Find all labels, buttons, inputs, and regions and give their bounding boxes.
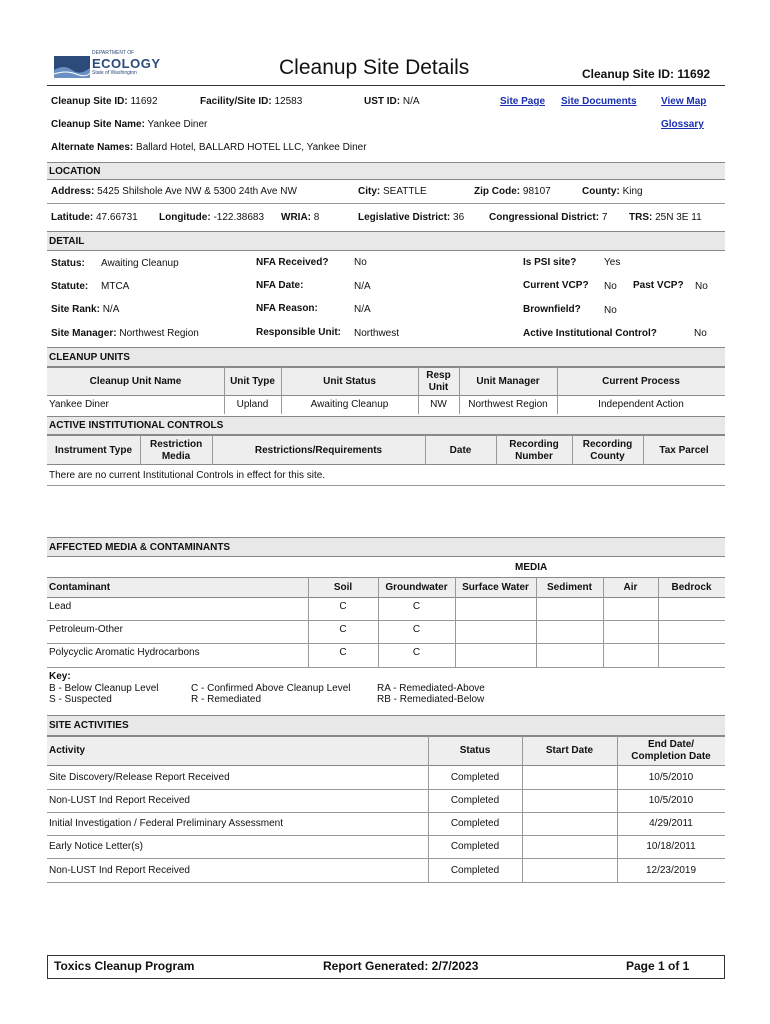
location-heading: LOCATION [47,162,725,180]
media-row-contaminant: Lead [49,601,72,612]
media-row-groundwater: C [412,624,421,635]
act-row-divider [47,858,725,859]
media-row-soil: C [339,647,347,658]
act-col-divider [428,736,429,882]
act-row-end: 10/5/2010 [648,772,694,783]
site-page-link[interactable]: Site Page [500,96,546,107]
aic-col-restrictions: Restrictions/Requirements [254,445,383,456]
cleanup-units-heading: CLEANUP UNITS [47,347,725,367]
current-vcp-label: Current VCP? [523,280,589,291]
act-col-divider [522,736,523,882]
cu-row-status: Awaiting Cleanup [310,399,389,410]
legislative-district: Legislative District: 36 [358,212,465,223]
zip-code: Zip Code: 98107 [474,186,551,197]
key-b: B - Below Cleanup Level [49,683,159,694]
nfa-reason-label: NFA Reason: [256,303,318,314]
act-row-status: Completed [450,772,500,783]
activities-heading: SITE ACTIVITIES [47,715,725,736]
media-row-soil: C [339,624,347,635]
aic-label: Active Institutional Control? [523,328,657,339]
act-row-status: Completed [450,795,500,806]
brownfield-value: No [604,305,617,316]
nfa-received-value: No [354,257,367,268]
act-row-divider [47,835,725,836]
cu-col-manager: Unit Manager [476,376,540,387]
aic-col-instrument: Instrument Type [54,445,133,456]
key-rb: RB - Remediated-Below [377,694,485,705]
cu-row-resp: NW [430,399,447,410]
aic-col-tax-parcel: Tax Parcel [659,445,709,456]
detail-heading: DETAIL [47,231,725,251]
site-manager: Site Manager: Northwest Region [51,328,199,339]
media-row-groundwater: C [412,601,421,612]
key-ra: RA - Remediated-Above [377,683,485,694]
cleanup-site-name: Cleanup Site Name: Yankee Diner [51,119,208,130]
cu-row-process: Independent Action [598,399,684,410]
brownfield-label: Brownfield? [523,304,581,315]
site-rank: Site Rank: N/A [51,304,120,315]
address: Address: 5425 Shilshole Ave NW & 5300 24th Ave NW [51,186,297,197]
site-documents-link[interactable]: Site Documents [561,96,637,107]
washington-map-icon [52,52,92,82]
act-col-start: Start Date [545,745,594,756]
cu-col-process: Current Process [602,376,680,387]
media-col-air: Air [623,582,638,593]
aic-col-recording-number: Recording Number [509,439,559,462]
aic-col-media: Restriction Media [150,439,203,462]
key-label: Key: [49,671,71,682]
nfa-reason-value: N/A [354,304,371,315]
act-row-status: Completed [450,841,500,852]
media-col-contaminant: Contaminant [49,582,111,593]
wria: WRIA: 8 [281,212,320,223]
act-row-activity: Non-LUST Ind Report Received [49,795,190,806]
glossary-link[interactable]: Glossary [661,119,704,130]
act-row-activity: Early Notice Letter(s) [49,841,143,852]
act-row-status: Completed [450,865,500,876]
act-row-activity: Site Discovery/Release Report Received [49,772,230,783]
psi-label: Is PSI site? [523,257,577,268]
act-row-activity: Non-LUST Ind Report Received [49,865,190,876]
location-divider [47,203,725,204]
act-row-activity: Initial Investigation / Federal Preliminary Assessment [49,818,283,829]
nfa-received-label: NFA Received? [256,257,329,268]
alternate-names: Alternate Names: Ballard Hotel, BALLARD HOTEL LLC, Yankee Diner [51,142,367,153]
media-row-groundwater: C [412,647,421,658]
status-value: Awaiting Cleanup [101,258,179,269]
county: County: King [582,186,643,197]
logo-line2: ECOLOGY [92,56,161,71]
responsible-unit-value: Northwest [354,328,400,339]
facility-site-id: Facility/Site ID: 12583 [200,96,303,107]
footer-generated: Report Generated: 2/7/2023 [323,959,479,973]
congressional-district: Congressional District: 7 [489,212,608,223]
key-s: S - Suspected [49,694,112,705]
logo-line1: DEPARTMENT OF [92,50,135,56]
aic-col-recording-county: Recording County [582,439,633,462]
cu-col-status: Unit Status [323,376,376,387]
cu-row-type: Upland [236,399,269,410]
statute-label: Statute: [51,281,89,292]
ust-id: UST ID: N/A [364,96,420,107]
act-col-end: End Date/ Completion Date [631,739,711,762]
media-row-soil: C [339,601,347,612]
media-row-contaminant: Petroleum-Other [49,624,123,635]
nfa-date-value: N/A [354,281,371,292]
media-col-surface-water: Surface Water [462,582,529,593]
cu-col-name: Cleanup Unit Name [89,376,182,387]
statute-value: MTCA [101,281,130,292]
media-row-contaminant: Polycyclic Aromatic Hydrocarbons [49,647,200,658]
media-group-label: MEDIA [515,562,548,573]
status-label: Status: [51,258,85,269]
aic-empty-message: There are no current Institutional Controls in effect for this site. [49,470,326,481]
key-r: R - Remediated [191,694,262,705]
media-row-divider [47,643,725,644]
footer-page: Page 1 of 1 [626,959,690,973]
page-title: Cleanup Site Details [279,56,470,79]
act-col-activity: Activity [49,745,86,756]
media-col-sediment: Sediment [546,582,592,593]
aic-value: No [694,328,707,339]
media-row-divider [47,620,725,621]
latitude: Latitude: 47.66731 [51,212,138,223]
footer-program: Toxics Cleanup Program [54,959,195,973]
media-col-soil: Soil [333,582,353,593]
cu-col-resp: Resp Unit [426,370,451,393]
past-vcp-label: Past VCP? [633,280,684,291]
act-row-status: Completed [450,818,500,829]
ecology-logo [52,50,161,82]
cu-col-type: Unit Type [230,376,275,387]
past-vcp-value: No [695,281,708,292]
cu-row-name: Yankee Diner [49,399,109,410]
city: City: SEATTLE [358,186,427,197]
site-id-header: Cleanup Site ID: 11692 [582,67,711,81]
act-row-divider [47,882,725,883]
logo-line3: State of Washington [92,70,137,76]
act-row-end: 4/29/2011 [649,818,693,829]
psi-value: Yes [604,257,621,268]
media-row-divider [47,667,725,668]
act-row-end: 12/23/2019 [645,865,697,876]
aic-heading: ACTIVE INSTITUTIONAL CONTROLS [47,416,725,435]
act-row-divider [47,789,725,790]
aic-col-date: Date [449,445,472,456]
trs: TRS: 25N 3E 11 [629,212,702,223]
key-c: C - Confirmed Above Cleanup Level [191,683,351,694]
media-heading: AFFECTED MEDIA & CONTAMINANTS [47,537,725,557]
view-map-link[interactable]: View Map [661,96,707,107]
act-row-divider [47,812,725,813]
nfa-date-label: NFA Date: [256,280,304,291]
responsible-unit-label: Responsible Unit: [256,327,342,338]
media-col-groundwater: Groundwater [385,582,448,593]
cu-row-manager: Northwest Region [468,399,548,410]
cleanup-site-id: Cleanup Site ID: 11692 [51,96,158,107]
media-col-bedrock: Bedrock [671,582,712,593]
act-row-end: 10/18/2011 [646,841,696,852]
act-row-end: 10/5/2010 [648,795,694,806]
title-rule [47,85,725,86]
longitude: Longitude: -122.38683 [159,212,265,223]
act-col-status: Status [459,745,491,756]
aic-divider [47,485,725,486]
current-vcp-value: No [604,281,617,292]
